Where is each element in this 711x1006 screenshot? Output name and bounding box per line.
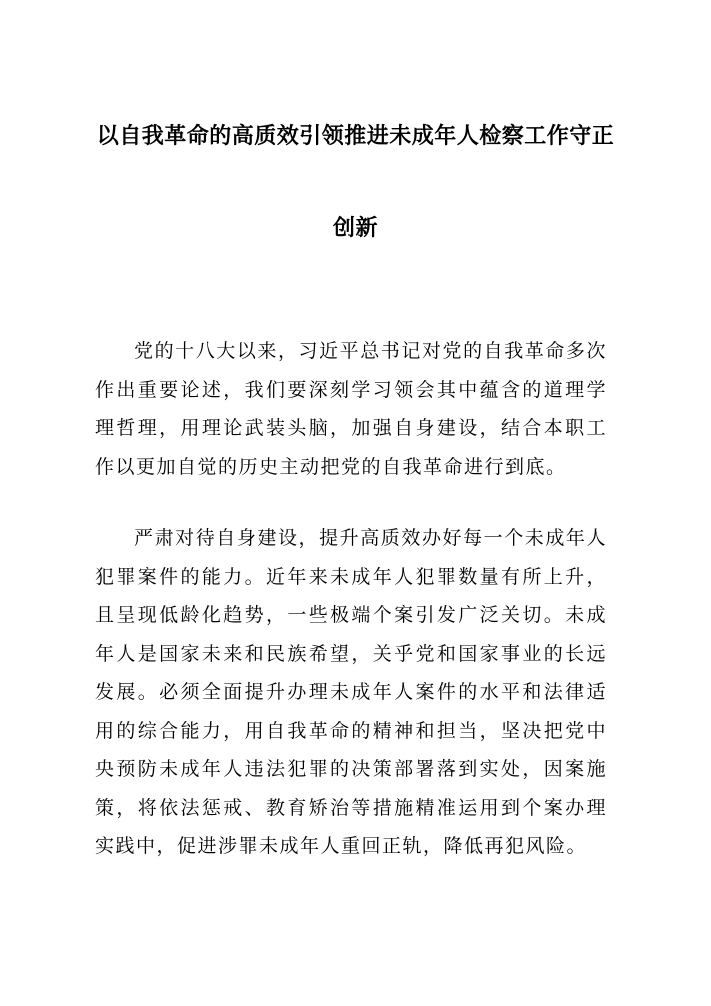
document-title-line-1: 以自我革命的高质效引领推进未成年人检察工作守正 [96,123,615,148]
body-paragraph-2: 严肃对待自身建设，提升高质效办好每一个未成年人犯罪案件的能力。近年来未成年人犯罪数量有所上升，且呈现低龄化趋势，一些极端个案引发广泛关切。未成年人是国家未来和民族希望，关乎党和国家事业的长远发展。必须全面提升办理未成年人案件的水平和法律适用的综合能力，用自我革命的精神和担当，坚决把党中央预防未成年人违法犯罪的决策部署落到实处，因案施策，将依法惩戒、教育矫治等措施精准运用到个案办理实践中，促进涉罪未成年人重回正轨，降低再犯风险。 [95,528,607,857]
body-paragraph-1: 党的十八大以来，习近平总书记对党的自我革命多次作出重要论述，我们要深刻学习领会其中蕴含的道理学理哲理，用理论武装头脑，加强自身建设，结合本职工作以更加自觉的历史主动把党的自我革命进行到底。 [95,341,607,478]
document-body [95,333,607,867]
document-title-line-2: 创新 [332,215,378,240]
